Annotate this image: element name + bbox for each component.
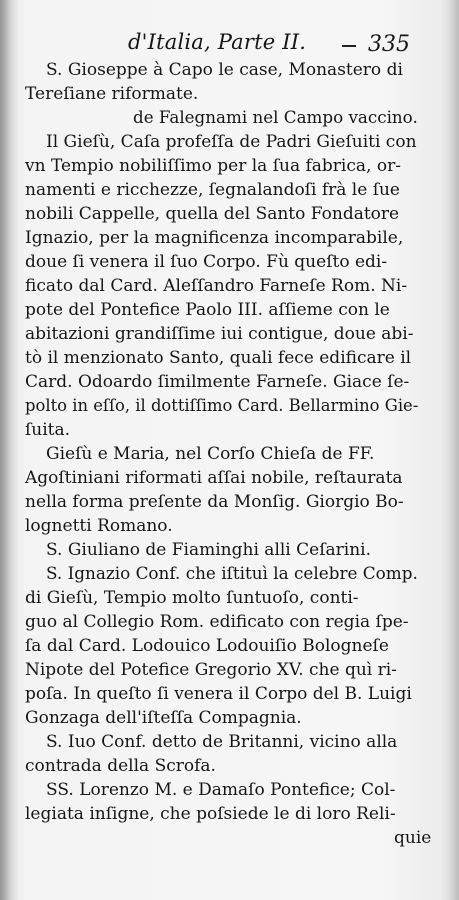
catchword: quie	[394, 828, 432, 848]
running-head: d'Italia, Parte II.	[128, 30, 307, 54]
text-line: S. Iuo Conf. detto de Britanni, vicino alla	[46, 732, 398, 752]
text-line: guo al Collegio Rom. edificato con regia ſpe-	[25, 612, 409, 632]
text-line: Nipote del Potefice Gregorio XV. che quì ri-	[25, 660, 397, 680]
text-line: pote del Pontefice Paolo III. aſſieme con le	[25, 300, 390, 320]
text-line: abitazioni grandiſſime iui contigue, doue abi-	[25, 324, 414, 344]
text-line: Gonzaga dell'iſteſſa Compagnia.	[25, 708, 302, 728]
text-line: de Falegnami nel Campo vaccino.	[133, 108, 418, 128]
text-line: Agoſtiniani riformati aſſai nobile, reſtaurata	[25, 468, 403, 488]
text-line: vn Tempio nobiliſſimo per la ſua fabrica, or-	[25, 156, 401, 176]
text-line: Il Gieſù, Caſa profeſſa de Padri Gieſuiti con	[46, 132, 417, 152]
text-line: contrada della Scrofa.	[25, 756, 216, 776]
text-line: SS. Lorenzo M. e Damaſo Pontefice; Col-	[46, 780, 396, 800]
text-line: S. Giuliano de Fiaminghi alli Ceſarini.	[46, 540, 372, 560]
text-line: nobili Cappelle, quella del Santo Fondatore	[25, 204, 400, 224]
running-head-rule	[342, 45, 356, 47]
text-line: di Gieſù, Tempio molto ſuntuoſo, conti-	[25, 588, 359, 608]
text-line: nella forma preſente da Monſig. Giorgio Bo-	[25, 492, 404, 512]
text-line: lognetti Romano.	[25, 516, 173, 536]
text-line: poſa. In queſto ſi venera il Corpo del B. Luigi	[25, 684, 412, 704]
gutter-shadow	[0, 0, 18, 900]
text-line: ſa dal Card. Lodouico Lodouiſio Bologneſe	[25, 636, 389, 656]
page-number: 335	[368, 32, 410, 57]
text-line: namenti e ricchezze, ſegnalandoſi frà le ſue	[25, 180, 400, 200]
page-edge	[447, 0, 459, 900]
text-line: S. Gioseppe à Capo le case, Monastero di	[46, 60, 403, 80]
text-line: polto in eſſo, il dottiſſimo Card. Bellarmino Gie-	[25, 396, 419, 416]
text-line: Ignazio, per la magnificenza incomparabile,	[25, 228, 404, 248]
text-line: doue ſi venera il ſuo Corpo. Fù queſto edi-	[25, 252, 388, 272]
text-line: Tereſiane riformate.	[25, 84, 199, 104]
text-line: Card. Odoardo ſimilmente Farneſe. Giace ſe-	[25, 372, 410, 392]
text-line: ficato dal Card. Aleſſandro Farneſe Rom. Ni-	[25, 276, 408, 296]
text-line: Gieſù e Maria, nel Corſo Chieſa de FF.	[46, 444, 375, 464]
text-line: ſuita.	[25, 420, 71, 440]
text-line: tò il menzionato Santo, quali fece edificare il	[25, 348, 412, 368]
text-line: legiata inſigne, che poſsiede le di loro Reli-	[25, 804, 396, 824]
text-line: S. Ignazio Conf. che iſtituì la celebre Comp.	[46, 564, 418, 584]
